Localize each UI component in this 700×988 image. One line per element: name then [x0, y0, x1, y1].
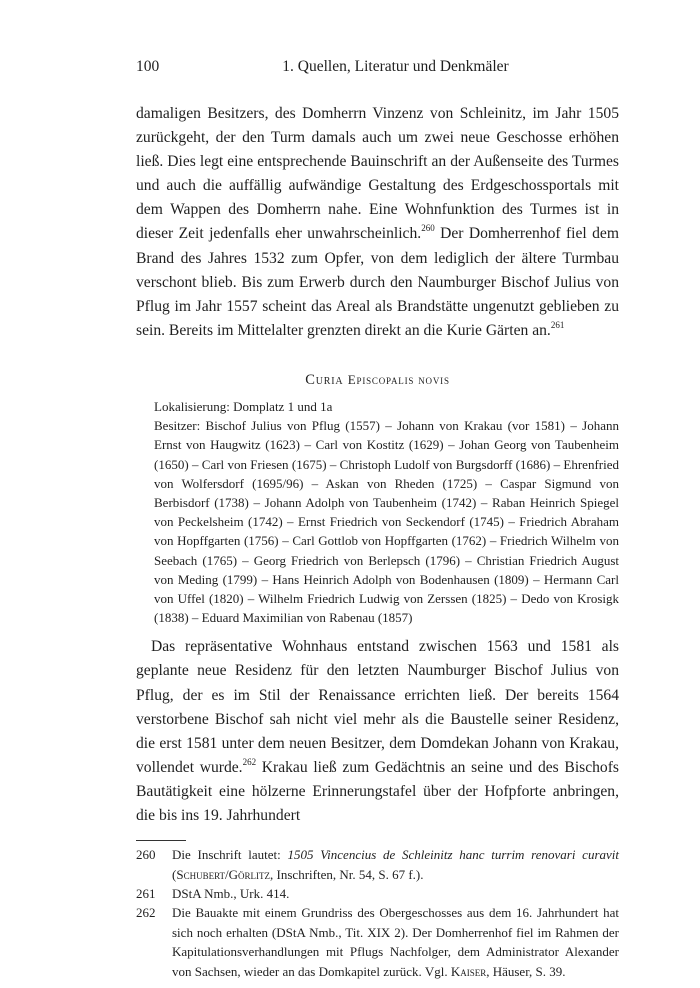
- running-head: 1. Quellen, Literatur und Denkmäler: [282, 58, 509, 75]
- footnote-ref-262[interactable]: 262: [242, 756, 257, 767]
- heading-words: Episcopalis novis: [347, 371, 450, 387]
- document-page: [136, 58, 619, 981]
- body-paragraph-1: [136, 102, 619, 343]
- footnote-number: 260: [136, 847, 156, 863]
- footnote-text: DStA Nmb., Urk. 414.: [172, 885, 290, 901]
- footnote-262: [136, 903, 619, 981]
- registry-block: [154, 397, 619, 627]
- footnote-ref-261[interactable]: 261: [550, 319, 565, 330]
- page-number: 100: [136, 58, 160, 75]
- paragraph-text: Der Domherrenhof fiel dem Brand des Jahres 1532 zum Opfer, von dem lediglich der ältere Turmbau verschont blieb. Bis zum Erwerb durch den Naumburger Bischof Julius von Pflug im Jahr 1557 scheint das Areal als Brandstätte ungenutzt geblieben zu sein. Bereits im Mittelalter grenzten direkt an die Kurie Gärten an.: [136, 225, 619, 339]
- paragraph-text: Krakau ließ zum Gedächtnis an seine und des Bischofs Bautätigkeit eine hölzerne Erinnerungstafel über der Hofpforte anbringen, die bis ins 19. Jahrhundert: [136, 758, 619, 825]
- footnote-divider: [136, 840, 186, 841]
- footnote-ref-260[interactable]: 260: [421, 223, 435, 234]
- paragraph-text: Das repräsentative Wohnhaus entstand zwischen 1563 und 1581 als geplante neue Residenz für den letzten Naumburger Bischof Julius von Pflug, der es im Stil der Renaissance errichten ließ. Der bereits 1564 verstorbene Bischof sah nicht viel mehr als die Baustelle seiner Residenz, die erst 1581 unter dem neuen Besitzer, dem Domdekan Johann von Krakau, vollendet wurde.: [136, 638, 619, 776]
- footnotes: [136, 845, 619, 981]
- paragraph-text: damaligen Besitzers, des Domherrn Vinzenz von Schleinitz, im Jahr 1505 zurückgeht, der den Turm damals auch um zwei neue Geschosse erhöhen ließ. Dies legt eine entsprechende Bauinschrift an der Außenseite des Turmes und auch die auffällig aufwändige Gestaltung des Erdgeschossportals mit dem Wappen des Domherrn nahe. Eine Wohnfunktion des Turmes ist in dieser Zeit jedenfalls eher unwahrscheinlich.: [136, 105, 619, 243]
- author-citation: Schubert/Görlitz: [176, 866, 271, 882]
- footnote-260: [136, 845, 619, 884]
- inscription-quote: 1505 Vincencius de Schleinitz hanc turrim renovari curavit: [287, 847, 619, 863]
- footnote-text-part: , Häuser, S. 39.: [486, 963, 566, 979]
- page-header: [136, 58, 619, 80]
- footnote-number: 262: [136, 905, 156, 921]
- body-paragraph-2: [136, 635, 619, 828]
- section-heading: [136, 371, 619, 389]
- footnote-number: 261: [136, 885, 156, 901]
- footnote-text-part: Die Inschrift lautet:: [172, 847, 288, 863]
- footnote-text-part: Die Bauakte mit einem Grundriss des Obergeschosses aus dem 16. Jahrhundert hat sich noch erhalten (DStA Nmb., Tit. XIX 2). Der Domherrenhof fiel im Rahmen der Kapitulationsverhandlungen mit Pflugs Nachfolger, dem Administrator Alexander von Sachsen, wieder an das Domkapitel zurück. Vgl.: [172, 905, 619, 979]
- footnote-261: [136, 884, 619, 903]
- lokalisierung-line: Lokalisierung: Domplatz 1 und 1a: [154, 398, 333, 414]
- footnote-text: [172, 903, 619, 981]
- footnote-text: Die Inschrift lautet: 1505 Vincencius de Schleinitz hanc turrim renovari curavit (Schubert/Görlitz, Inschriften, Nr. 54, S. 67 f.).: [172, 847, 619, 882]
- besitzer-list: Besitzer: Bischof Julius von Pflug (1557) – Johann von Krakau (vor 1581) – Johann Ernst von Haugwitz (1623) – Carl von Kostitz (1629) – Johan Georg von Taubenheim (1650) – Carl von Friesen (1675) – Christoph Ludolf von Burgsdorff (1686) – Ehrenfried von Wolfersdorf (1695/96) – Askan von Rheden (1725) – Caspar Sigmund von Berbisdorf (1738) – Johann Adolph von Taubenheim (1742) – Raban Heinrich Spiegel von Peckelsheim (1742) – Ernst Friedrich von Seckendorf (1745) – Friedrich Abraham von Hopffgarten (1756) – Carl Gottlob von Hopffgarten (1762) – Friedrich Wilhelm von Seebach (1765) – Georg Friedrich von Berlepsch (1796) – Christian Friedrich August von Meding (1799) – Hans Heinrich Adolph von Bodenhausen (1809) – Hermann Carl von Uffel (1820) – Wilhelm Friedrich Ludwig von Zerssen (1825) – Dedo von Krosigk (1838) – Eduard Maximilian von Rabenau (1857): [154, 418, 619, 626]
- footnote-text-part: , Inschriften, Nr. 54, S. 67 f.).: [270, 866, 424, 882]
- author-citation: Kaiser: [450, 963, 487, 979]
- heading-word: Curia: [305, 371, 348, 388]
